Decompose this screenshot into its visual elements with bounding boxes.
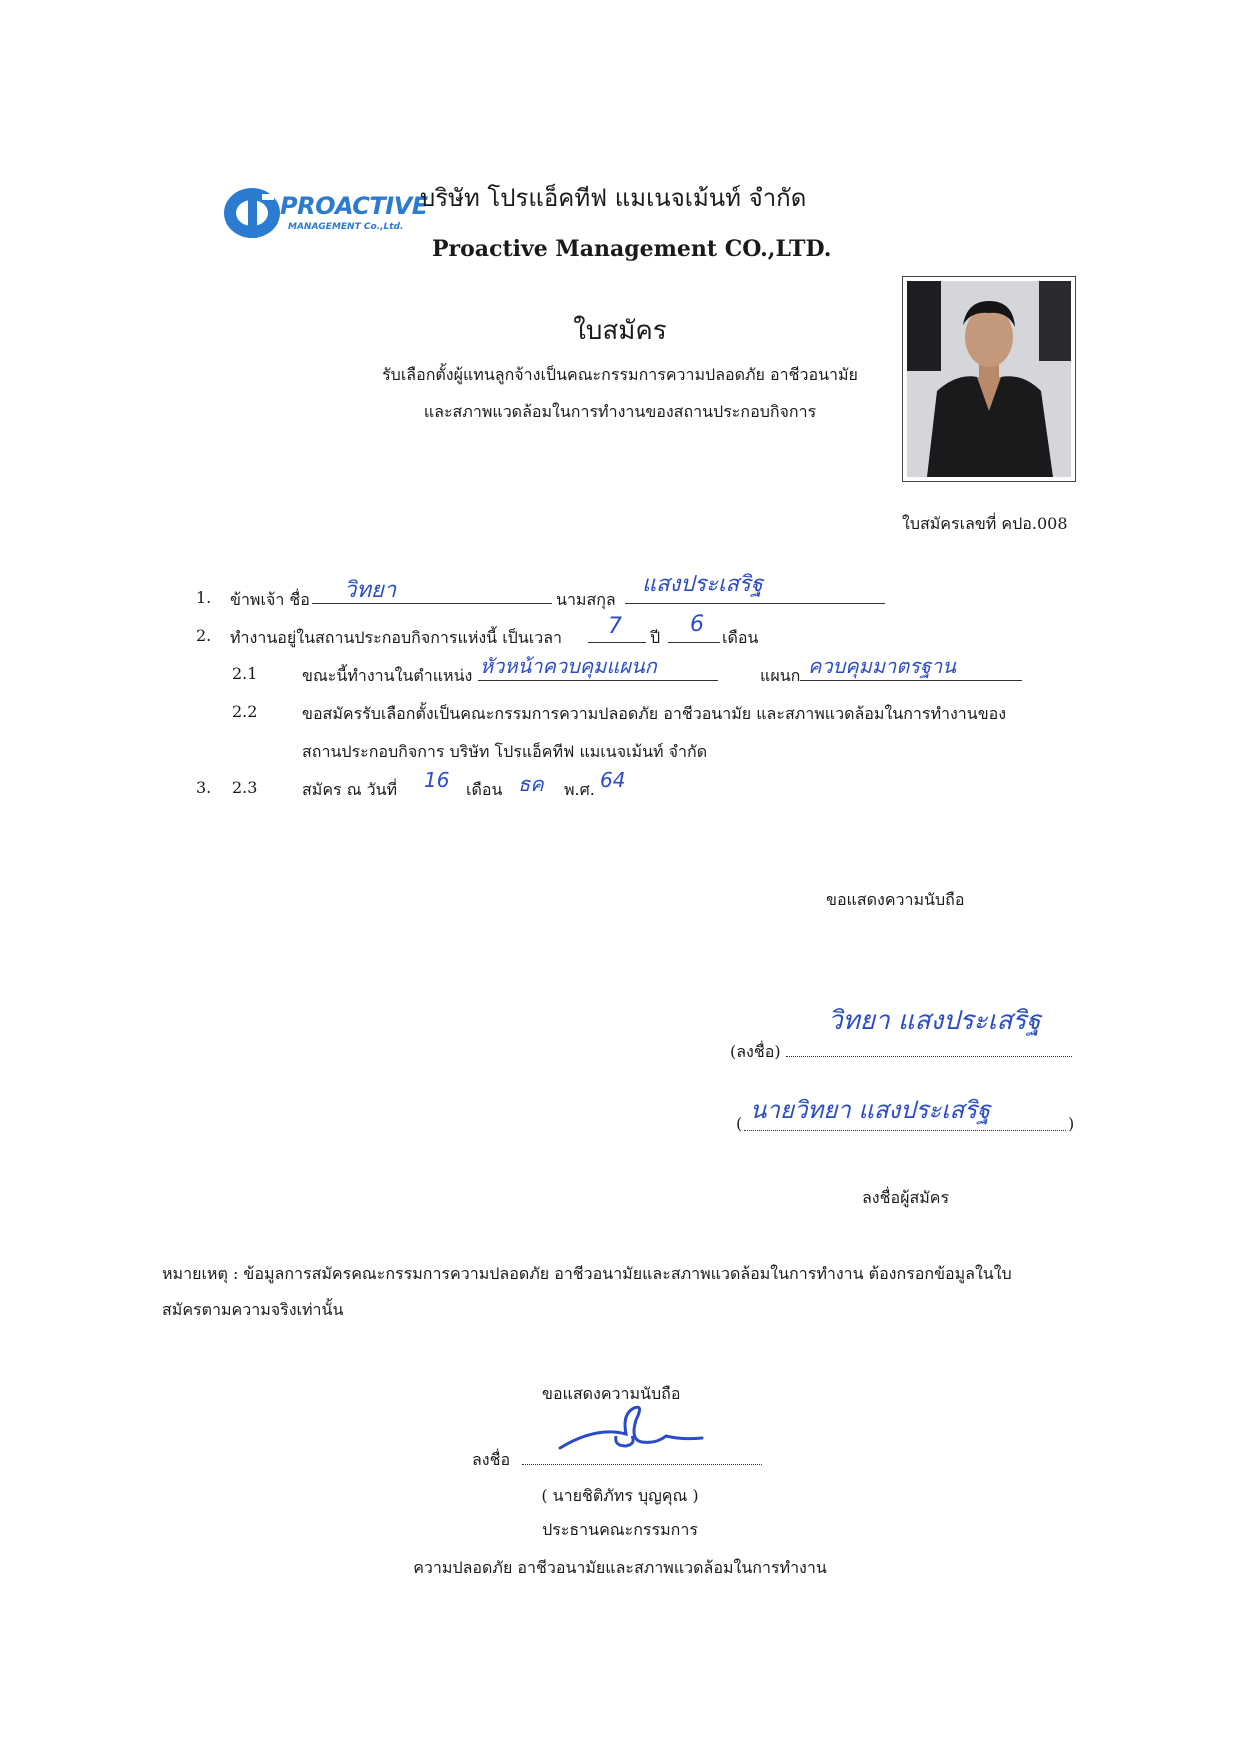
item22-number: 2.2 xyxy=(232,702,258,721)
surname-label: นามสกุล xyxy=(556,590,616,609)
years-unit: ปี xyxy=(650,628,661,647)
years-value: 7 xyxy=(608,614,622,639)
printed-name-line xyxy=(744,1130,1066,1131)
logo-text: PROACTIVE xyxy=(280,192,428,220)
company-name-thai: บริษัท โปรแอ็คทีฟ แมเนจเม้นท์ จำกัด xyxy=(420,184,807,212)
months-value: 6 xyxy=(690,612,704,637)
company-logo xyxy=(222,186,428,244)
applicant-caption: ลงชื่อผู้สมัคร xyxy=(862,1188,950,1207)
date-label: สมัคร ณ วันที่ xyxy=(302,780,398,799)
note-line2: สมัครตามความจริงเท่านั้น xyxy=(162,1300,344,1319)
form-number: ใบสมัครเลขที่ คปอ.008 xyxy=(902,514,1068,533)
chairman-committee: ความปลอดภัย อาชีวอนามัยและสภาพแวดล้อมในการทำงาน xyxy=(413,1558,827,1577)
item22-line1: ขอสมัครรับเลือกตั้งเป็นคณะกรรมการความปลอดภัย อาชีวอนามัย และสภาพแวดล้อมในการทำงานของ xyxy=(302,704,1007,723)
form-subtitle-line2: และสภาพแวดล้อมในการทำงานของสถานประกอบกิจการ xyxy=(423,402,817,421)
date-year-value: 64 xyxy=(600,768,626,792)
open-paren: ( xyxy=(736,1114,743,1133)
first-name-value: วิทยา xyxy=(344,578,397,603)
position-value: หัวหน้าควบคุมแผนก xyxy=(480,654,657,678)
applicant-respect: ขอแสดงความนับถือ xyxy=(826,890,965,909)
department-label: แผนก xyxy=(760,666,801,685)
note-line1: หมายเหตุ : ข้อมูลการสมัครคณะกรรมการความปลอดภัย อาชีวอนามัยและสภาพแวดล้อมในการทำงาน ต้องกรอกข้อมูลในใบ xyxy=(162,1264,1012,1283)
chairman-title: ประธานคณะกรรมการ xyxy=(542,1520,698,1539)
item3-number: 3. xyxy=(196,778,212,797)
chairman-sign-line xyxy=(522,1464,762,1465)
item2-label: ทำงานอยู่ในสถานประกอบกิจการแห่งนี้ เป็นเวลา xyxy=(230,628,562,647)
chairman-sign-label: ลงชื่อ xyxy=(472,1450,511,1469)
close-paren: ) xyxy=(1068,1114,1075,1133)
surname-line xyxy=(625,603,885,604)
date-month-label: เดือน xyxy=(466,780,503,799)
chairman-respect: ขอแสดงความนับถือ xyxy=(542,1384,681,1403)
applicant-sign-label: (ลงชื่อ) xyxy=(730,1042,781,1061)
applicant-printed-name: นายวิทยา แสงประเสริฐ xyxy=(750,1096,991,1124)
department-value: ควบคุมมาตรฐาน xyxy=(808,654,956,678)
item2-number: 2. xyxy=(196,626,212,645)
applicant-photo xyxy=(902,276,1076,482)
item21-number: 2.1 xyxy=(232,664,258,683)
applicant-signature: วิทยา แสงประเสริฐ xyxy=(828,1006,1041,1036)
item1-name-label: ข้าพเจ้า ชื่อ xyxy=(230,590,310,609)
months-line xyxy=(668,642,720,643)
chairman-name: ( นายชิติภัทร บุญคุณ ) xyxy=(541,1486,699,1505)
months-unit: เดือน xyxy=(722,628,759,647)
item1-number: 1. xyxy=(196,588,212,607)
company-name-english: Proactive Management CO.,LTD. xyxy=(432,236,832,262)
form-title: ใบสมัคร xyxy=(573,316,667,346)
logo-subtext: MANAGEMENT Co.,Ltd. xyxy=(288,222,404,232)
surname-value: แสงประเสริฐ xyxy=(642,572,763,597)
position-label: ขณะนี้ทำงานในตำแหน่ง xyxy=(302,666,473,685)
date-day-value: 16 xyxy=(424,768,450,792)
date-month-value: ธค xyxy=(518,772,544,796)
applicant-sign-line xyxy=(786,1056,1072,1057)
form-subtitle-line1: รับเลือกตั้งผู้แทนลูกจ้างเป็นคณะกรรมการความปลอดภัย อาชีวอนามัย xyxy=(382,365,858,384)
date-year-label: พ.ศ. xyxy=(564,780,595,799)
item23-number: 2.3 xyxy=(232,778,258,797)
chairman-signature-mark xyxy=(556,1400,706,1464)
item22-line2: สถานประกอบกิจการ บริษัท โปรแอ็คทีฟ แมเนจเม้นท์ จำกัด xyxy=(302,742,708,761)
years-line xyxy=(588,642,646,643)
